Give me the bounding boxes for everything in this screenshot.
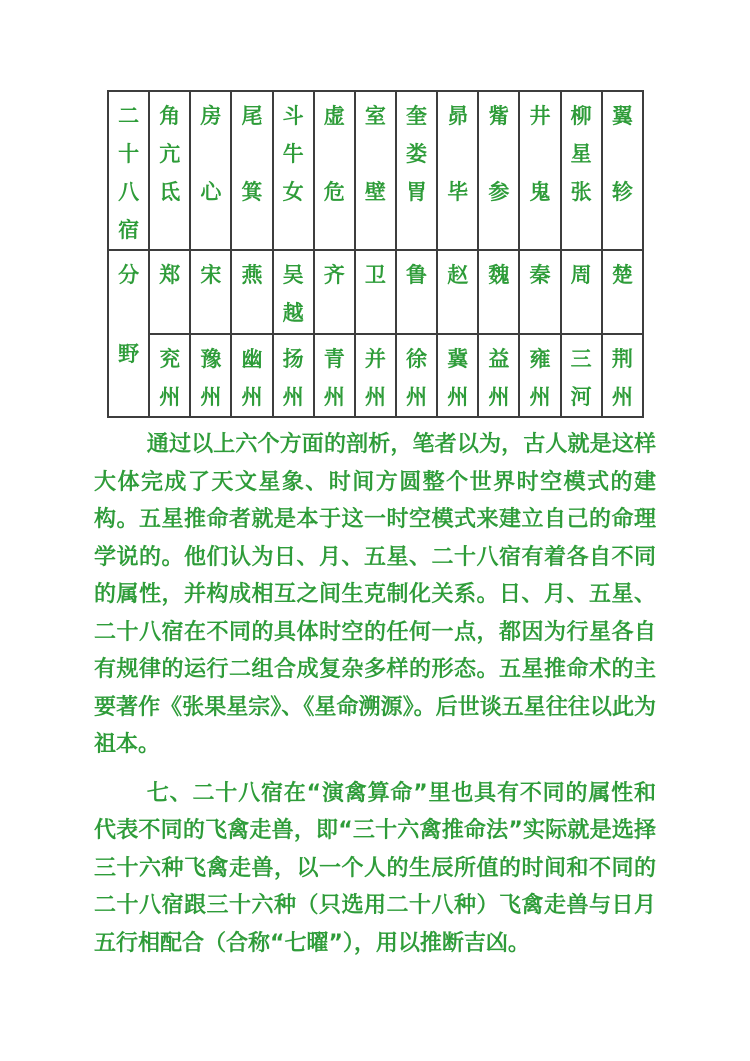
cell-char-line: 翼 bbox=[611, 104, 633, 128]
cell-char-line: 鬼 bbox=[529, 180, 551, 204]
mansion-cell bbox=[396, 91, 437, 250]
cell-char-line: 州 bbox=[364, 385, 386, 409]
cell-char-line: 心 bbox=[200, 180, 222, 204]
state-cell bbox=[231, 250, 272, 334]
mansion-cell bbox=[190, 91, 231, 250]
cell-char-line: 荆 bbox=[611, 347, 633, 371]
state-cell bbox=[396, 250, 437, 334]
cell-char-line: 胃 bbox=[406, 180, 428, 204]
cell-char-line bbox=[191, 135, 230, 173]
region-cell bbox=[273, 334, 314, 417]
state-cell bbox=[602, 250, 643, 334]
state-cell bbox=[190, 250, 231, 334]
cell-char-line: 虚 bbox=[323, 104, 345, 128]
mansion-cell bbox=[314, 91, 355, 250]
cell-char-line: 楚 bbox=[611, 263, 633, 287]
paragraph-yanqin-suanming: 七、二十八宿在“演禽算命”里也具有不同的属性和代表不同的飞禽走兽，即“三十六禽推命法”实际就是选择三十六种飞禽走兽，以一个人的生辰所值的时间和不同的二十八宿跟三十六种（只选用二十八种）飞禽走兽与日月五行相配合（合称“七曜”），用以推断吉凶。 bbox=[94, 780, 656, 956]
cell-char-line bbox=[356, 135, 395, 173]
region-cell bbox=[396, 334, 437, 417]
cell-char-line: 周 bbox=[570, 263, 592, 287]
cell-char-line bbox=[520, 135, 559, 173]
cell-char-line: 魏 bbox=[488, 263, 510, 287]
cell-char-line: 州 bbox=[488, 385, 510, 409]
cell-char-line: 室 bbox=[364, 104, 386, 128]
cell-char-line: 宿 bbox=[118, 218, 140, 242]
cell-char-line: 青 bbox=[323, 347, 345, 371]
cell-char-line: 吴 bbox=[282, 263, 304, 287]
state-cell bbox=[519, 250, 560, 334]
mansion-cell bbox=[519, 91, 560, 250]
cell-char-line: 二 bbox=[118, 104, 140, 128]
cell-char-line: 野 bbox=[118, 342, 140, 366]
cell-char-line: 宋 bbox=[200, 263, 222, 287]
region-cell bbox=[602, 334, 643, 417]
row-regions bbox=[108, 334, 643, 417]
cell-char-line: 鲁 bbox=[406, 263, 428, 287]
cell-char-line: 州 bbox=[282, 385, 304, 409]
state-cell bbox=[314, 250, 355, 334]
region-cell bbox=[478, 334, 519, 417]
cell-char-line: 州 bbox=[611, 385, 633, 409]
cell-char-line: 氐 bbox=[159, 180, 181, 204]
cell-char-line: 斗 bbox=[282, 104, 304, 128]
cell-char-line: 郑 bbox=[159, 263, 181, 287]
cell-char-line: 冀 bbox=[447, 347, 469, 371]
cell-char-line bbox=[479, 135, 518, 173]
cell-char-line: 奎 bbox=[406, 104, 428, 128]
cell-char-line: 益 bbox=[488, 347, 510, 371]
cell-char-line: 房 bbox=[200, 104, 222, 128]
region-cell bbox=[149, 334, 190, 417]
cell-char-line: 燕 bbox=[241, 263, 263, 287]
cell-char-line: 三 bbox=[570, 347, 592, 371]
cell-char-line: 星 bbox=[570, 142, 592, 166]
cell-char-line: 八 bbox=[118, 180, 140, 204]
cell-char-line: 壁 bbox=[364, 180, 386, 204]
cell-char-line: 觜 bbox=[488, 104, 510, 128]
cell-char-line: 昴 bbox=[447, 104, 469, 128]
cell-char-line: 亢 bbox=[159, 142, 181, 166]
cell-char-line: 柳 bbox=[570, 104, 592, 128]
cell-char-line: 箕 bbox=[241, 180, 263, 204]
cell-char-line: 越 bbox=[282, 301, 304, 325]
cell-char-line: 幽 bbox=[241, 347, 263, 371]
region-cell bbox=[314, 334, 355, 417]
cell-char-line: 参 bbox=[488, 180, 510, 204]
state-cell bbox=[437, 250, 478, 334]
cell-char-line: 分 bbox=[118, 263, 140, 287]
mansion-cell bbox=[602, 91, 643, 250]
state-cell bbox=[561, 250, 602, 334]
mansion-cell bbox=[437, 91, 478, 250]
cell-char-line: 井 bbox=[529, 104, 551, 128]
region-cell bbox=[561, 334, 602, 417]
cell-char-line: 角 bbox=[159, 104, 181, 128]
fenye-table bbox=[107, 90, 644, 418]
region-cell bbox=[231, 334, 272, 417]
cell-char-line: 兖 bbox=[159, 347, 181, 371]
cell-char-line: 州 bbox=[200, 385, 222, 409]
mansion-cell bbox=[273, 91, 314, 250]
region-cell bbox=[437, 334, 478, 417]
cell-char-line bbox=[438, 135, 477, 173]
cell-char-line: 危 bbox=[323, 180, 345, 204]
cell-char-line: 州 bbox=[241, 385, 263, 409]
cell-char-line: 河 bbox=[570, 385, 592, 409]
cell-char-line: 州 bbox=[447, 385, 469, 409]
cell-char-line: 娄 bbox=[406, 142, 428, 166]
cell-char-line: 州 bbox=[323, 385, 345, 409]
region-cell bbox=[190, 334, 231, 417]
row-mansions bbox=[108, 91, 643, 250]
cell-char-line: 尾 bbox=[241, 104, 263, 128]
cell-char-line: 豫 bbox=[200, 347, 222, 371]
cell-char-line bbox=[232, 135, 271, 173]
corner-cell-ershibaxiu bbox=[108, 91, 149, 250]
cell-char-line: 女 bbox=[282, 180, 304, 204]
mansion-cell bbox=[561, 91, 602, 250]
row-label-fenye bbox=[108, 250, 149, 417]
cell-char-line: 卫 bbox=[364, 263, 386, 287]
cell-char-line bbox=[603, 135, 642, 173]
cell-char-line: 轸 bbox=[611, 180, 633, 204]
mansion-cell bbox=[231, 91, 272, 250]
cell-char-line: 齐 bbox=[323, 263, 345, 287]
cell-char-line: 州 bbox=[159, 385, 181, 409]
region-cell bbox=[519, 334, 560, 417]
cell-char-line: 毕 bbox=[447, 180, 469, 204]
cell-char-line bbox=[315, 135, 354, 173]
cell-char-line: 牛 bbox=[282, 142, 304, 166]
cell-char-line: 雍 bbox=[529, 347, 551, 371]
cell-char-line: 州 bbox=[529, 385, 551, 409]
cell-char-line: 张 bbox=[570, 180, 592, 204]
region-cell bbox=[355, 334, 396, 417]
paragraph-wuxing-tuiming: 通过以上六个方面的剖析，笔者以为，古人就是这样大体完成了天文星象、时间方圆整个世界时空模式的建构。五星推命者就是本于这一时空模式来建立自己的命理学说的。他们认为日、月、五星、二十八宿有着各自不同的属性，并构成相互之间生克制化关系。日、月、五星、二十八宿在不同的具体时空的任何一点，都因为行星各自有规律的运行二组合成复杂多样的形态。五星推命术的主要著作《张果星宗》、《星命溯源》。后世谈五星往往以此为祖本。 bbox=[94, 432, 656, 757]
cell-char-line: 十 bbox=[118, 142, 140, 166]
row-states bbox=[108, 250, 643, 334]
body-text bbox=[94, 426, 656, 962]
cell-char-line: 赵 bbox=[447, 263, 469, 287]
state-cell bbox=[355, 250, 396, 334]
mansion-cell bbox=[355, 91, 396, 250]
fenye-table-body bbox=[108, 91, 643, 417]
mansion-cell bbox=[478, 91, 519, 250]
cell-char-line: 并 bbox=[364, 347, 386, 371]
cell-char-line: 徐 bbox=[406, 347, 428, 371]
state-cell bbox=[149, 250, 190, 334]
cell-char-line: 州 bbox=[406, 385, 428, 409]
state-cell bbox=[478, 250, 519, 334]
cell-char-line: 扬 bbox=[282, 347, 304, 371]
mansion-cell bbox=[149, 91, 190, 250]
state-cell bbox=[273, 250, 314, 334]
cell-char-line: 秦 bbox=[529, 263, 551, 287]
